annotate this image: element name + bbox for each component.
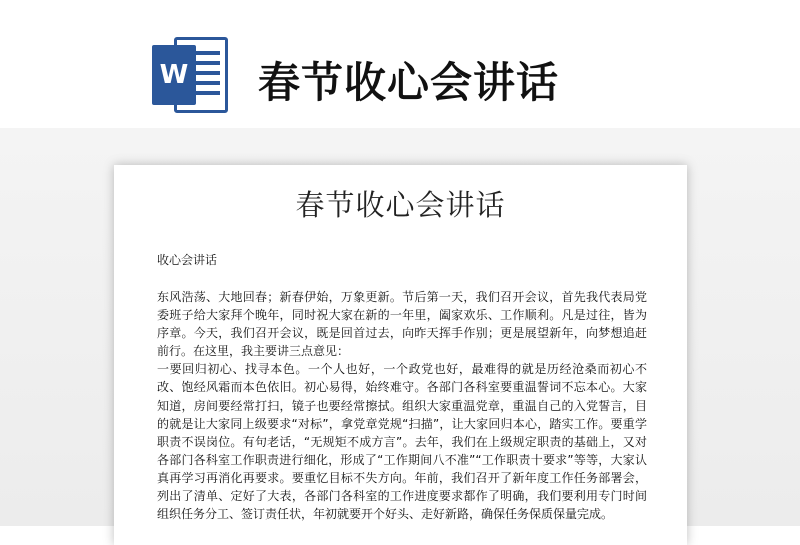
header-title: 春节收心会讲话	[258, 58, 560, 107]
paragraph: 一要回归初心、找寻本色。一个人也好，一个政党也好，最难得的就是历经沧桑而初心不改、饱经风霜而本色依旧。初心易得，始终难守。各部门各科室要重温誓词不忘本心。大家知道，房间要经常打扫，镜子也要经常擦拭。组织大家重温党章，重温自己的入党誓言，目的就是让大家同上级要求“对标”，拿党章党规“扫描”，让大家回归本心，踏实工作。要重学职责不误岗位。有句老话，“无规矩不成方言”。去年，我们在上级规定职责的基础上，又对各部门各科室工作职责进行细化，形成了“工作期间八不准”“工作职责十要求”等等，大家认真再学习再消化再要求。要重忆目标不失方向。年前，我们召开了新年度工作任务部署会，列出了清单、定好了大表，各部门各科室的工作进度要求都作了明确，我们要利用专门时间组织任务分工、签订责任状，年初就要开个好头、走好新路，确保任务保质保量完成。	[157, 362, 647, 522]
document-page	[114, 165, 687, 545]
document-subtitle: 收心会讲话	[157, 253, 218, 267]
document-title: 春节收心会讲话	[295, 188, 506, 222]
paragraph: 东风浩荡、大地回春；新春伊始，万象更新。节后第一天，我们召开会议，首先我代表局党委班子给大家拜个晚年，同时祝大家在新的一年里，阖家欢乐、工作顺利。凡是过往，皆为序章。今天，我们召开会议，既是回首过去，向昨天挥手作别；更是展望新年，向梦想追赶前行。在这里，我主要讲三点意见：	[157, 290, 647, 359]
word-app-icon	[152, 33, 230, 117]
document-body	[157, 288, 647, 523]
word-letter-badge: W	[152, 45, 196, 105]
